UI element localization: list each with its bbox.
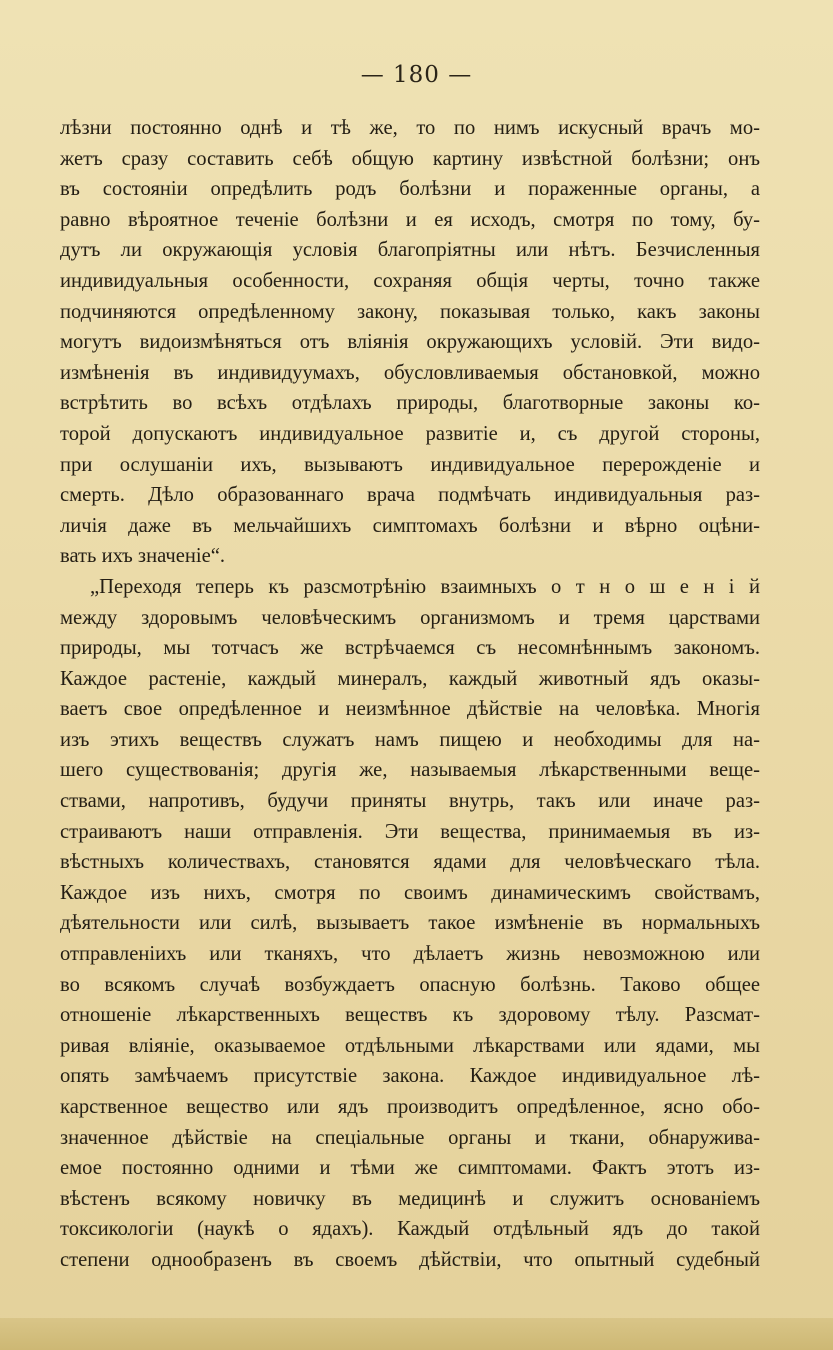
- body-text: [60, 113, 760, 1276]
- text-line: токсикологіи (наукѣ о ядахъ). Каждый отдѣльный ядъ до такой: [60, 1218, 760, 1241]
- text-line: жетъ сразу составить себѣ общую картину извѣстной болѣзни; онъ: [60, 147, 760, 170]
- text-line: отношеніе лѣкарственныхъ веществъ къ здоровому тѣлу. Разсмат-: [60, 1004, 760, 1027]
- text-line: смерть. Дѣло образованнаго врача подмѣчать индивидуальныя раз-: [60, 484, 760, 507]
- text-line: изъ этихъ веществъ служатъ намъ пищею и необходимы для на-: [60, 728, 760, 751]
- text-line: шего существованія; другія же, называемыя лѣкарственными веще-: [60, 759, 760, 782]
- text-line: „Переходя теперь къ разсмотрѣнію взаимныхъ о т н о ш е н і й: [90, 575, 760, 598]
- text-line: значенное дѣйствіе на спеціальные органы и ткани, обнаружива-: [60, 1126, 760, 1149]
- text-line: индивидуальныя особенности, сохраняя общія черты, точно также: [60, 269, 760, 292]
- text-line: вѣстныхъ количествахъ, становятся ядами для человѣческаго тѣла.: [60, 851, 760, 874]
- text-line: ваетъ свое опредѣленное и неизмѣнное дѣйствіе на человѣка. Многія: [60, 698, 760, 721]
- text-line: личія даже въ мельчайшихъ симптомахъ болѣзни и вѣрно оцѣни-: [60, 514, 760, 537]
- text-line: природы, мы тотчасъ же встрѣчаемся съ несомнѣннымъ закономъ.: [60, 637, 760, 660]
- text-line: карственное вещество или ядъ производитъ опредѣленное, ясно обо-: [60, 1096, 760, 1118]
- text-line: между здоровымъ человѣческимъ организмомъ и тремя царствами: [60, 606, 760, 629]
- page-bottom-edge: [0, 1318, 833, 1350]
- text-line: подчиняются опредѣленному закону, показывая только, какъ законы: [60, 300, 760, 323]
- text-line: дутъ ли окружающія условія благопріятны или нѣтъ. Безчисленныя: [60, 239, 760, 262]
- text-line: лѣзни постоянно однѣ и тѣ же, то по нимъ искусный врачъ мо-: [60, 117, 760, 139]
- page-number: — 180 —: [360, 62, 473, 88]
- text-line: при ослушаніи ихъ, вызываютъ индивидуальное перерожденіе и: [60, 453, 760, 476]
- text-line: опять замѣчаемъ присутствіе закона. Каждое индивидуальное лѣ-: [60, 1065, 760, 1088]
- text-line: Каждое растеніе, каждый минералъ, каждый животный ядъ оказы-: [60, 667, 760, 690]
- text-line: встрѣтить во всѣхъ отдѣлахъ природы, благотворные законы ко-: [60, 392, 760, 415]
- text-line: вать ихъ значеніе“.: [60, 545, 226, 568]
- text-line: могутъ видоизмѣняться отъ вліянія окружающихъ условій. Эти видо-: [60, 331, 760, 354]
- text-line: торой допускаютъ индивидуальное развитіе и, съ другой стороны,: [60, 422, 760, 445]
- text-line: отправленіихъ или тканяхъ, что дѣлаетъ жизнь невозможною или: [60, 943, 760, 966]
- text-line: емое постоянно одними и тѣми же симптомами. Фактъ этотъ из-: [60, 1157, 760, 1180]
- text-line: равно вѣроятное теченіе болѣзни и ея исходъ, смотря по тому, бу-: [60, 208, 760, 231]
- text-line: измѣненія въ индивидуумахъ, обусловливаемыя обстановкой, можно: [60, 361, 760, 384]
- text-line: ривая вліяніе, оказываемое отдѣльными лѣкарствами или ядами, мы: [60, 1034, 760, 1057]
- text-line: вѣстенъ всякому новичку въ медицинѣ и служитъ основаніемъ: [60, 1187, 760, 1210]
- text-line: страиваютъ наши отправленія. Эти вещества, принимаемыя въ из-: [60, 820, 760, 843]
- text-line: дѣятельности или силѣ, вызываетъ такое измѣненіе въ нормальныхъ: [60, 912, 760, 935]
- text-line: во всякомъ случаѣ возбуждаетъ опасную болѣзнь. Таково общее: [60, 973, 760, 996]
- text-line: степени однообразенъ въ своемъ дѣйствіи, что опытный судебный: [60, 1248, 760, 1271]
- text-line: ствами, напротивъ, будучи приняты внутрь, такъ или иначе раз-: [60, 790, 760, 813]
- text-line: Каждое изъ нихъ, смотря по своимъ динамическимъ свойствамъ,: [60, 881, 760, 904]
- text-line: въ состояніи опредѣлить родъ болѣзни и пораженные органы, а: [60, 178, 760, 201]
